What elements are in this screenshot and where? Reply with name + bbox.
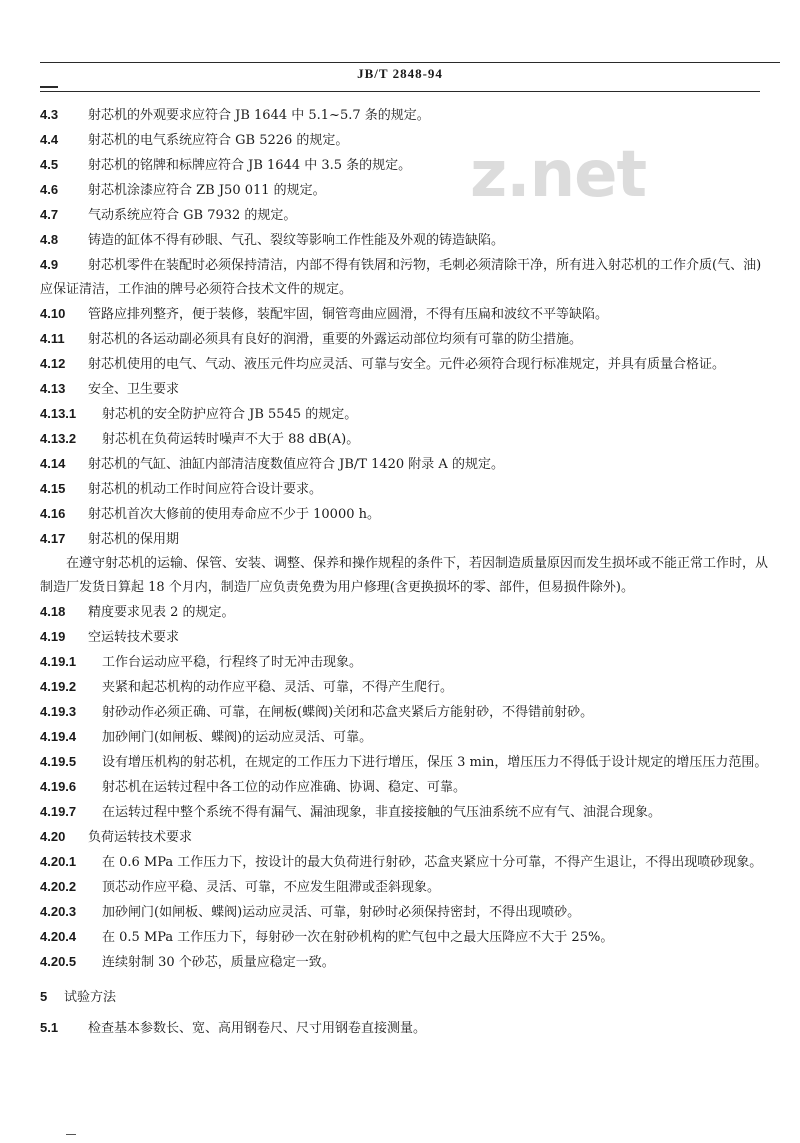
clause-text: 铸造的缸体不得有砂眼、气孔、裂纹等影响工作性能及外观的铸造缺陷。 <box>88 233 505 248</box>
clause-item <box>40 402 770 427</box>
clause-text: 顶芯动作应平稳、灵活、可靠，不应发生阻滞或歪斜现象。 <box>102 880 441 895</box>
clause-item <box>40 352 770 377</box>
clause-item <box>40 675 770 700</box>
clause-text: 在运转过程中整个系统不得有漏气、漏油现象，非直接接触的气压油系统不应有气、油混合现象。 <box>102 805 662 820</box>
clause-number: 4.15 <box>40 481 66 496</box>
clause-text: 设有增压机构的射芯机，在规定的工作压力下进行增压，保压 3 min，增压压力不得低于设计规定的增压压力范围。 <box>102 755 768 770</box>
clause-number: 4.13.2 <box>40 431 77 446</box>
clause-number: 4.20.4 <box>40 929 77 944</box>
clause-number: 4.4 <box>40 132 59 147</box>
clause-item <box>40 203 770 228</box>
clause-text: 夹紧和起芯机构的动作应平稳、灵活、可靠，不得产生爬行。 <box>102 680 454 695</box>
clause-item <box>40 253 770 302</box>
clause-number: 4.8 <box>40 232 59 247</box>
clause-text: 负荷运转技术要求 <box>88 830 193 845</box>
clause-text: 射芯机的保用期 <box>88 532 180 547</box>
section-heading <box>40 985 770 1010</box>
clause-item <box>40 302 770 327</box>
clause-item <box>40 552 770 600</box>
clause-text: 射芯机的各运动副必须具有良好的润滑，重要的外露运动部位均须有可靠的防尘措施。 <box>88 332 583 347</box>
clause-item <box>40 427 770 452</box>
clause-number: 4.18 <box>40 604 66 619</box>
clause-text: 射芯机涂漆应符合 ZB J50 011 的规定。 <box>88 183 326 198</box>
clause-number: 4.16 <box>40 506 66 521</box>
clause-item <box>40 775 770 800</box>
clause-text: 射芯机的外观要求应符合 JB 1644 中 5.1~5.7 条的规定。 <box>88 108 430 123</box>
clause-text: 射芯机在负荷运转时噪声不大于 88 dB(A)。 <box>102 432 360 447</box>
clause-number: 4.7 <box>40 207 59 222</box>
clause-number: 4.20.5 <box>40 954 77 969</box>
clause-number: 4.17 <box>40 531 66 546</box>
clause-number: 4.9 <box>40 257 59 272</box>
header-rule <box>40 91 760 92</box>
clause-number: 4.19.1 <box>40 654 77 669</box>
clause-number: 5.1 <box>40 1020 59 1035</box>
clause-text: 工作台运动应平稳，行程终了时无冲击现象。 <box>102 655 363 670</box>
clause-item <box>40 725 770 750</box>
clause-text: 连续射制 30 个砂芯，质量应稳定一致。 <box>102 955 335 970</box>
header-rule-top <box>40 62 780 63</box>
clause-item <box>40 625 770 650</box>
clause-text: 精度要求见表 2 的规定。 <box>88 605 235 620</box>
footer-mark <box>66 1134 76 1135</box>
clause-text: 在 0.6 MPa 工作压力下，按设计的最大负荷进行射砂，芯盒夹紧应十分可靠，不得产生退让，不得出现喷砂现象。 <box>102 855 763 870</box>
clause-item <box>40 1016 770 1041</box>
clause-text: 在遵守射芯机的运输、保管、安装、调整、保养和操作规程的条件下，若因制造质量原因而发生损坏或不能正常工作时，从制造厂发货日算起 18 个月内，制造厂应负责免费为用户修理(含更换损坏的零、部件，但易损件除外)。 <box>40 556 769 595</box>
clause-text: 射芯机的气缸、油缸内部清洁度数值应符合 JB/T 1420 附录 A 的规定。 <box>88 457 504 472</box>
clause-item <box>40 527 770 552</box>
clause-text: 射芯机的安全防护应符合 JB 5545 的规定。 <box>102 407 358 422</box>
clause-item <box>40 750 770 775</box>
clause-item <box>40 950 770 975</box>
clause-number: 4.3 <box>40 107 59 122</box>
clause-item <box>40 875 770 900</box>
clause-item <box>40 103 770 128</box>
clause-text: 管路应排列整齐，便于装修，装配牢固，铜管弯曲应圆滑，不得有压扁和波纹不平等缺陷。 <box>88 307 609 322</box>
clause-item <box>40 128 770 153</box>
clause-text: 射芯机首次大修前的使用寿命应不少于 10000 h。 <box>88 507 380 522</box>
clause-number: 4.10 <box>40 306 66 321</box>
clause-number: 4.20.3 <box>40 904 77 919</box>
clause-number: 4.12 <box>40 356 66 371</box>
clause-item <box>40 825 770 850</box>
clause-list <box>40 103 770 1041</box>
clause-item <box>40 327 770 352</box>
clause-number: 4.19.3 <box>40 704 77 719</box>
clause-item <box>40 650 770 675</box>
clause-item <box>40 800 770 825</box>
clause-text: 射砂动作必须正确、可靠，在闸板(蝶阀)关闭和芯盒夹紧后方能射砂，不得错前射砂。 <box>102 705 594 720</box>
clause-text: 射芯机零件在装配时必须保持清洁，内部不得有铁屑和污物，毛刺必须清除干净，所有进入射芯机的工作介质(气、油)应保证清洁，工作油的牌号必须符合技术文件的规定。 <box>40 258 762 297</box>
watermark: z.net <box>470 138 647 212</box>
clause-text: 射芯机的铭牌和标牌应符合 JB 1644 中 3.5 条的规定。 <box>88 158 412 173</box>
clause-number: 4.6 <box>40 182 59 197</box>
clause-item <box>40 452 770 477</box>
clause-number: 4.19 <box>40 629 66 644</box>
clause-text: 气动系统应符合 GB 7932 的规定。 <box>88 208 297 223</box>
section-title: 试验方法 <box>64 990 117 1005</box>
clause-text: 射芯机使用的电气、气动、液压元件均应灵活、可靠与安全。元件必须符合现行标准规定，并具有质量合格证。 <box>88 357 726 372</box>
section-number: 5 <box>40 989 48 1004</box>
clause-item <box>40 700 770 725</box>
clause-number: 4.5 <box>40 157 59 172</box>
clause-number: 4.19.6 <box>40 779 77 794</box>
clause-item <box>40 377 770 402</box>
clause-number: 4.14 <box>40 456 66 471</box>
clause-text: 射芯机的机动工作时间应符合设计要求。 <box>88 482 323 497</box>
clause-item <box>40 153 770 178</box>
clause-item <box>40 178 770 203</box>
clause-text: 空运转技术要求 <box>88 630 180 645</box>
clause-item <box>40 502 770 527</box>
clause-text: 射芯机在运转过程中各工位的动作应准确、协调、稳定、可靠。 <box>102 780 467 795</box>
clause-item <box>40 477 770 502</box>
page-header: JB/T 2848-94 <box>357 66 443 81</box>
clause-item <box>40 228 770 253</box>
clause-number: 4.19.2 <box>40 679 77 694</box>
clause-item <box>40 600 770 625</box>
clause-number: 4.13 <box>40 381 66 396</box>
clause-number: 4.19.4 <box>40 729 77 744</box>
clause-number: 4.19.5 <box>40 754 77 769</box>
header-dash <box>40 86 58 88</box>
clause-number: 4.11 <box>40 331 65 346</box>
clause-number: 4.20.2 <box>40 879 77 894</box>
clause-item <box>40 850 770 875</box>
clause-number: 4.20.1 <box>40 854 77 869</box>
clause-number: 4.13.1 <box>40 406 77 421</box>
clause-text: 检查基本参数长、宽、高用钢卷尺、尺寸用钢卷直接测量。 <box>88 1021 427 1036</box>
clause-number: 4.20 <box>40 829 66 844</box>
clause-text: 加砂闸门(如闸板、蝶阀)的运动应灵活、可靠。 <box>102 730 373 745</box>
clause-text: 在 0.5 MPa 工作压力下，每射砂一次在射砂机构的贮气包中之最大压降应不大于 25%。 <box>102 930 614 945</box>
clause-item <box>40 925 770 950</box>
clause-text: 安全、卫生要求 <box>88 382 180 397</box>
clause-item <box>40 900 770 925</box>
clause-text: 加砂闸门(如闸板、蝶阀)运动应灵活、可靠，射砂时必须保持密封，不得出现喷砂。 <box>102 905 581 920</box>
clause-text: 射芯机的电气系统应符合 GB 5226 的规定。 <box>88 133 349 148</box>
clause-number: 4.19.7 <box>40 804 77 819</box>
